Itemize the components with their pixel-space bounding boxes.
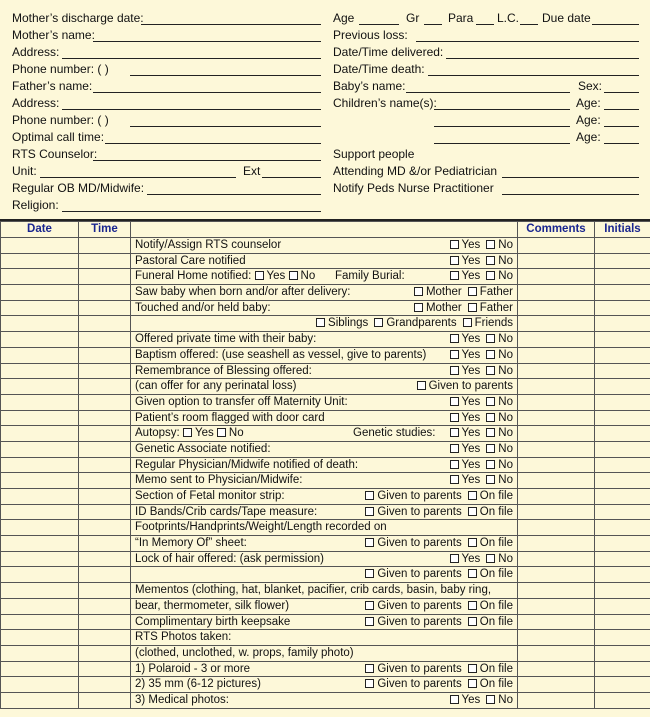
no-checkbox[interactable]	[486, 475, 495, 484]
task-genetic-associate: Genetic Associate notified: Yes No	[131, 441, 518, 457]
no-checkbox[interactable]	[486, 334, 495, 343]
attending-field[interactable]	[502, 177, 639, 178]
address1-field[interactable]	[62, 58, 321, 59]
task-autopsy: Autopsy: Yes No Genetic studies: Yes No	[131, 426, 518, 442]
no-checkbox[interactable]	[486, 397, 495, 406]
yes-checkbox[interactable]	[450, 695, 459, 704]
given-to-parents-checkbox[interactable]	[365, 507, 374, 516]
children-label: Children’s name(s):	[333, 96, 437, 110]
task-fetal-monitor-strip: Section of Fetal monitor strip: Given to parents On file	[131, 489, 518, 505]
table-row	[1, 473, 650, 489]
given-to-parents-checkbox[interactable]	[365, 601, 374, 610]
table-row	[1, 677, 650, 693]
task-baptism: Baptism offered: (use seashell as vessel, give to parents) Yes No	[131, 347, 518, 363]
task-lock-of-hair-disposition: Given to parents On file	[131, 567, 518, 583]
no-checkbox[interactable]	[486, 695, 495, 704]
gr-field[interactable]	[424, 24, 442, 25]
yes-checkbox[interactable]	[450, 444, 459, 453]
attending-label: Attending MD &/or Pediatrician	[333, 164, 498, 178]
table-row	[1, 316, 650, 332]
task-birth-keepsake: Complimentary birth keepsake Given to parents On file	[131, 614, 518, 630]
no-checkbox[interactable]	[486, 444, 495, 453]
child3-age-field[interactable]	[604, 143, 639, 144]
delivered-label: Date/Time delivered:	[333, 45, 444, 59]
task-pastoral-care: Pastoral Care notified Yes No	[131, 253, 518, 269]
task-memo-sent: Memo sent to Physician/Midwife: Yes No	[131, 473, 518, 489]
friends-checkbox[interactable]	[463, 318, 472, 327]
task-transfer-option: Given option to transfer off Maternity Unit: Yes No	[131, 394, 518, 410]
table-row	[1, 363, 650, 379]
table-row	[1, 567, 650, 583]
table-row	[1, 630, 650, 646]
on-file-checkbox[interactable]	[468, 491, 477, 500]
table-row	[1, 583, 650, 599]
phone2-field[interactable]	[130, 126, 321, 127]
table-row	[1, 347, 650, 363]
phone1-field[interactable]	[130, 75, 321, 76]
on-file-checkbox[interactable]	[468, 617, 477, 626]
yes-checkbox[interactable]	[450, 554, 459, 563]
on-file-checkbox[interactable]	[468, 664, 477, 673]
given-to-parents-checkbox[interactable]	[365, 538, 374, 547]
yes-checkbox[interactable]	[450, 334, 459, 343]
no-checkbox[interactable]	[486, 256, 495, 265]
table-row	[1, 489, 650, 505]
peds-np-field[interactable]	[502, 194, 639, 195]
para-field[interactable]	[476, 24, 494, 25]
col-comments: Comments	[518, 222, 595, 238]
table-row	[1, 692, 650, 708]
table-row	[1, 645, 650, 661]
grandparents-checkbox[interactable]	[374, 318, 383, 327]
mother-name-label: Mother’s name:	[12, 28, 95, 42]
mother-checkbox[interactable]	[414, 287, 423, 296]
given-to-parents-checkbox[interactable]	[365, 664, 374, 673]
no-checkbox[interactable]	[486, 428, 495, 437]
ob-md-label: Regular OB MD/Midwife:	[12, 181, 145, 195]
task-35mm: 2) 35 mm (6-12 pictures) Given to parents On file	[131, 677, 518, 693]
table-row	[1, 253, 650, 269]
yes-checkbox[interactable]	[450, 240, 459, 249]
child3-name-field[interactable]	[434, 143, 570, 144]
task-mementos: Mementos (clothing, hat, blanket, pacifier, crib cards, basin, baby ring,	[131, 583, 518, 599]
religion-field[interactable]	[62, 211, 321, 212]
due-date-field[interactable]	[592, 24, 639, 25]
yes-checkbox[interactable]	[450, 366, 459, 375]
religion-label: Religion:	[12, 198, 59, 212]
address2-field[interactable]	[62, 109, 321, 110]
col-time: Time	[79, 222, 131, 238]
no-checkbox[interactable]	[289, 271, 298, 280]
yes-checkbox[interactable]	[450, 350, 459, 359]
no-checkbox[interactable]	[486, 460, 495, 469]
baby-name-field[interactable]	[406, 92, 570, 93]
yes-checkbox[interactable]	[450, 271, 459, 280]
yes-checkbox[interactable]	[450, 428, 459, 437]
task-private-time: Offered private time with their baby: Yes No	[131, 332, 518, 348]
table-row	[1, 661, 650, 677]
no-checkbox[interactable]	[486, 366, 495, 375]
no-checkbox[interactable]	[486, 413, 495, 422]
task-rts-photos-types: (clothed, unclothed, w. props, family photo)	[131, 645, 518, 661]
given-to-parents-checkbox[interactable]	[365, 569, 374, 578]
on-file-checkbox[interactable]	[468, 569, 477, 578]
task-blessing: Remembrance of Blessing offered: Yes No	[131, 363, 518, 379]
due-date-label: Due date	[542, 11, 591, 25]
phone2-label: Phone number: ( )	[12, 113, 109, 127]
table-row	[1, 426, 650, 442]
table-row	[1, 379, 650, 395]
address1-label: Address:	[12, 45, 60, 59]
no-checkbox[interactable]	[486, 554, 495, 563]
table-row	[1, 536, 650, 552]
task-blessing-note: (can offer for any perinatal loss) Given to parents	[131, 379, 518, 395]
given-to-parents-checkbox[interactable]	[365, 679, 374, 688]
ext-label: Ext	[243, 164, 261, 178]
col-task	[131, 222, 518, 238]
child2-age-field[interactable]	[604, 126, 639, 127]
task-polaroid: 1) Polaroid - 3 or more Given to parents On file	[131, 661, 518, 677]
given-to-parents-checkbox[interactable]	[417, 381, 426, 390]
address2-label: Address:	[12, 96, 60, 110]
task-id-bands: ID Bands/Crib cards/Tape measure: Given to parents On file	[131, 504, 518, 520]
unit-field[interactable]	[40, 177, 236, 178]
table-row	[1, 394, 650, 410]
no-checkbox[interactable]	[486, 240, 495, 249]
table-row	[1, 238, 650, 254]
yes-checkbox[interactable]	[255, 271, 264, 280]
phone1-label: Phone number: ( )	[12, 62, 109, 76]
table-row	[1, 441, 650, 457]
task-touched-baby-others: Siblings Grandparents Friends	[131, 316, 518, 332]
child2-age-label: Age:	[576, 113, 601, 127]
age-field[interactable]	[359, 24, 399, 25]
table-row	[1, 285, 650, 301]
call-time-field[interactable]	[105, 143, 321, 144]
task-rts-counselor: Notify/Assign RTS counselor Yes No	[131, 238, 518, 254]
delivered-field[interactable]	[446, 58, 639, 59]
discharge-date-label: Mother’s discharge date:	[12, 11, 144, 25]
call-time-label: Optimal call time:	[12, 130, 105, 144]
on-file-checkbox[interactable]	[468, 601, 477, 610]
father-name-field[interactable]	[93, 92, 321, 93]
task-funeral-home: Funeral Home notified: Yes No Family Burial: Yes No	[131, 269, 518, 285]
col-date: Date	[1, 222, 79, 238]
task-physician-notified: Regular Physician/Midwife notified of death: Yes No	[131, 457, 518, 473]
child2-name-field[interactable]	[434, 126, 570, 127]
ob-md-field[interactable]	[147, 194, 321, 195]
peds-np-label: Notify Peds Nurse Practitioner	[333, 181, 494, 195]
task-lock-of-hair: Lock of hair offered: (ask permission) Yes No	[131, 551, 518, 567]
task-mementos-cont: bear, thermometer, silk flower) Given to parents On file	[131, 598, 518, 614]
ext-field[interactable]	[262, 177, 321, 178]
discharge-date-field[interactable]	[141, 24, 321, 25]
table-header-row	[1, 222, 650, 238]
task-room-flagged: Patient’s room flagged with door card Yes No	[131, 410, 518, 426]
lc-field[interactable]	[520, 24, 538, 25]
table-row	[1, 504, 650, 520]
yes-checkbox[interactable]	[450, 460, 459, 469]
rts-counselor-label: RTS Counselor:	[12, 147, 98, 161]
mother-checkbox[interactable]	[414, 303, 423, 312]
unit-label: Unit:	[12, 164, 37, 178]
father-checkbox[interactable]	[468, 287, 477, 296]
task-rts-photos: RTS Photos taken:	[131, 630, 518, 646]
table-row	[1, 614, 650, 630]
rts-counselor-field[interactable]	[93, 160, 321, 161]
table-row	[1, 332, 650, 348]
task-footprints: Footprints/Handprints/Weight/Length recorded on	[131, 520, 518, 536]
yes-checkbox[interactable]	[183, 428, 192, 437]
patient-info-header	[0, 0, 650, 216]
table-row	[1, 269, 650, 285]
child1-age-field[interactable]	[604, 109, 639, 110]
siblings-checkbox[interactable]	[316, 318, 325, 327]
death-field[interactable]	[428, 75, 639, 76]
yes-checkbox[interactable]	[450, 475, 459, 484]
table-row	[1, 410, 650, 426]
father-checkbox[interactable]	[468, 303, 477, 312]
on-file-checkbox[interactable]	[468, 679, 477, 688]
age-label: Age	[333, 11, 355, 25]
sex-field[interactable]	[604, 92, 639, 93]
support-label: Support people	[333, 147, 415, 161]
table-row	[1, 457, 650, 473]
task-touched-baby: Touched and/or held baby: Mother Father	[131, 300, 518, 316]
death-label: Date/Time death:	[333, 62, 425, 76]
previous-loss-field[interactable]	[416, 41, 639, 42]
table-row	[1, 300, 650, 316]
col-initials: Initials	[595, 222, 650, 238]
task-in-memory-sheet: “In Memory Of” sheet: Given to parents On file	[131, 536, 518, 552]
table-row	[1, 520, 650, 536]
para-label: Para	[448, 11, 474, 25]
no-checkbox[interactable]	[217, 428, 226, 437]
lc-label: L.C.	[497, 11, 520, 25]
gr-label: Gr	[406, 11, 420, 25]
yes-checkbox[interactable]	[450, 413, 459, 422]
table-row	[1, 598, 650, 614]
no-checkbox[interactable]	[486, 350, 495, 359]
child3-age-label: Age:	[576, 130, 601, 144]
table-row	[1, 551, 650, 567]
child1-age-label: Age:	[576, 96, 601, 110]
father-name-label: Father’s name:	[12, 79, 93, 93]
yes-checkbox[interactable]	[450, 397, 459, 406]
given-to-parents-checkbox[interactable]	[365, 617, 374, 626]
on-file-checkbox[interactable]	[468, 538, 477, 547]
no-checkbox[interactable]	[486, 271, 495, 280]
previous-loss-label: Previous loss:	[333, 28, 408, 42]
child1-name-field[interactable]	[434, 109, 570, 110]
task-medical-photos: 3) Medical photos: Yes No	[131, 692, 518, 708]
baby-name-label: Baby’s name:	[333, 79, 406, 93]
task-table	[0, 221, 650, 709]
on-file-checkbox[interactable]	[468, 507, 477, 516]
given-to-parents-checkbox[interactable]	[365, 491, 374, 500]
yes-checkbox[interactable]	[450, 256, 459, 265]
task-saw-baby: Saw baby when born and/or after delivery: Mother Father	[131, 285, 518, 301]
sex-label: Sex:	[578, 79, 603, 93]
mother-name-field[interactable]	[93, 41, 321, 42]
